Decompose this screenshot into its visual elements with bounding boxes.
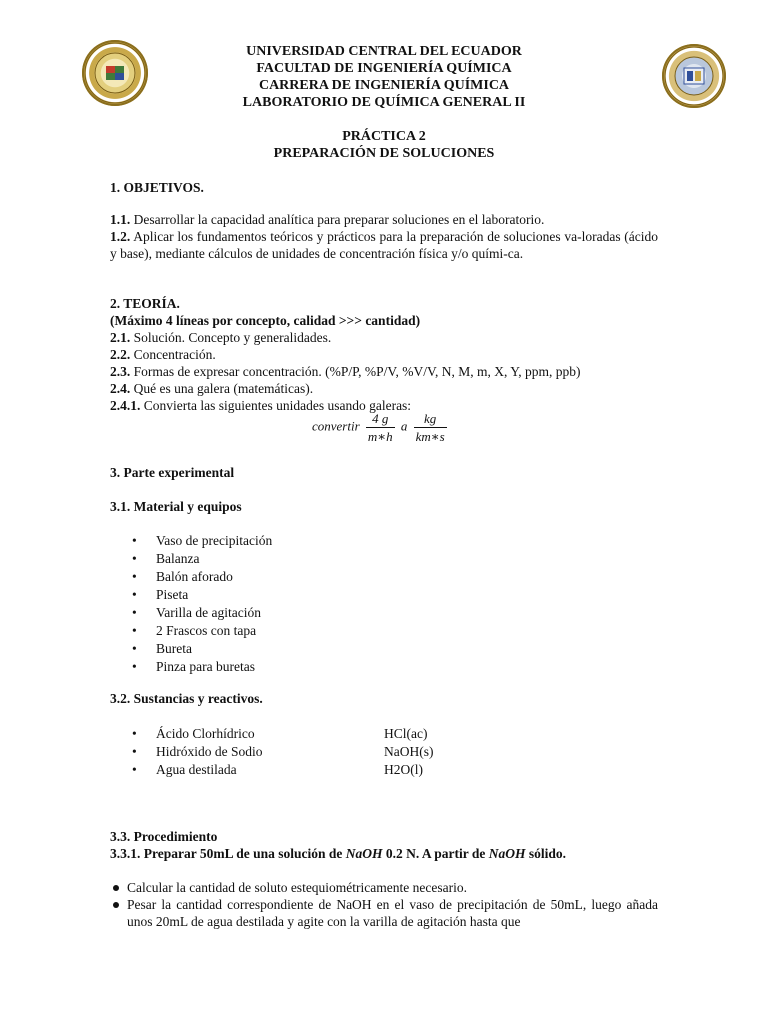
fraction-target-numerator: kg — [414, 410, 447, 428]
list-item: • Piseta — [110, 586, 272, 604]
objective-1 — [110, 211, 658, 228]
sustancia-formula: H2O(l) — [384, 762, 423, 777]
teoria-item-number: 2.2. — [110, 347, 131, 362]
teoria-note: (Máximo 4 líneas por concepto, calidad >>> cantidad) — [110, 313, 421, 328]
teoria-item — [110, 363, 580, 380]
sustancia-name: Ácido Clorhídrico — [156, 726, 255, 741]
teoria-item-number: 2.4. — [110, 381, 131, 396]
list-item — [110, 761, 263, 779]
teoria-item-number: 2.3. — [110, 364, 131, 379]
list-item — [110, 725, 263, 743]
list-item: • Pinza para buretas — [110, 658, 272, 676]
teoria-item — [110, 329, 331, 346]
practice-number: PRÁCTICA 2 — [342, 129, 426, 144]
practice-title: PREPARACIÓN DE SOLUCIONES — [273, 146, 495, 161]
teoria-item-number: 2.4.1. — [110, 398, 141, 413]
teoria-item-number: 2.1. — [110, 330, 131, 345]
list-item: • Bureta — [110, 640, 272, 658]
sustancias-heading: 3.2. Sustancias y reactivos. — [110, 691, 263, 706]
header-university: UNIVERSIDAD CENTRAL DEL ECUADOR — [246, 44, 522, 59]
section-teoria-heading: 2. TEORÍA. — [110, 296, 180, 311]
list-item: • Balanza — [110, 550, 272, 568]
teoria-item-text: Formas de expresar concentración. (%P/P, %P/V, %V/V, N, M, m, X, Y, ppm, ppb) — [130, 364, 581, 379]
teoria-item-text: Concentración. — [130, 347, 216, 362]
section-objetivos-heading: 1. OBJETIVOS. — [110, 180, 204, 195]
objective-2-text: Aplicar los fundamentos teóricos y prácticos para la preparación de soluciones va-loradas (ácido y base), mediante cálculos de unidades de concentración física y/o quími-ca. — [110, 229, 658, 261]
conversion-formula — [312, 410, 450, 445]
formula-word: convertir — [312, 418, 360, 434]
subheading-part: 0.2 N. A partir de — [382, 846, 489, 861]
chem-naoh: NaOH — [488, 846, 526, 861]
fraction-source-denominator: m∗h — [367, 429, 393, 444]
procedimiento-subheading — [110, 845, 566, 862]
teoria-item — [110, 346, 216, 363]
fraction-target-denominator: km∗s — [415, 429, 445, 444]
sustancia-formula: NaOH(s) — [384, 744, 434, 759]
teoria-item-text: Qué es una galera (matemáticas). — [130, 381, 314, 396]
sustancia-name: Hidróxido de Sodio — [156, 744, 263, 759]
list-item: Pesar la cantidad correspondiente de NaOH en el vaso de precipitación de 50mL, luego añada unos 20mL de agua destilada y agite con la varilla de agitación hasta que — [110, 896, 658, 930]
materials-list — [110, 532, 272, 676]
sustancia-name: Agua destilada — [156, 762, 237, 777]
objective-2-number: 1.2. — [110, 229, 131, 244]
fraction-target — [414, 410, 447, 445]
sustancias-list — [110, 725, 263, 779]
chem-naoh: NaOH — [345, 846, 383, 861]
procedure-steps — [110, 879, 658, 930]
objective-1-number: 1.1. — [110, 212, 131, 227]
subheading-part: sólido. — [525, 846, 567, 861]
fraction-source-numerator: 4 g — [366, 410, 395, 428]
list-item: • 2 Frascos con tapa — [110, 622, 272, 640]
list-item: • Varilla de agitación — [110, 604, 272, 622]
header-career: CARRERA DE INGENIERÍA QUÍMICA — [258, 78, 510, 93]
teoria-item-text: Convierta las siguientes unidades usando galeras: — [140, 398, 412, 413]
list-item: • Vaso de precipitación — [110, 532, 272, 550]
formula-connector: a — [400, 418, 408, 434]
fraction-source — [366, 410, 395, 445]
header-faculty: FACULTAD DE INGENIERÍA QUÍMICA — [256, 61, 512, 76]
section-parte-heading: 3. Parte experimental — [110, 465, 235, 480]
procedimiento-heading: 3.3. Procedimiento — [110, 829, 218, 844]
material-heading: 3.1. Material y equipos — [110, 499, 242, 514]
teoria-item-text: Solución. Concepto y generalidades. — [130, 330, 332, 345]
objective-1-text: Desarrollar la capacidad analítica para preparar soluciones en el laboratorio. — [130, 212, 545, 227]
subheading-part: 3.3.1. Preparar 50mL de una solución de — [110, 846, 346, 861]
header-laboratory: LABORATORIO DE QUÍMICA GENERAL II — [242, 95, 526, 110]
objective-2 — [110, 228, 658, 262]
list-item — [110, 743, 263, 761]
list-item: Calcular la cantidad de soluto estequiométricamente necesario. — [110, 879, 658, 896]
sustancia-formula: HCl(ac) — [384, 726, 428, 741]
teoria-item — [110, 380, 313, 397]
list-item: • Balón aforado — [110, 568, 272, 586]
